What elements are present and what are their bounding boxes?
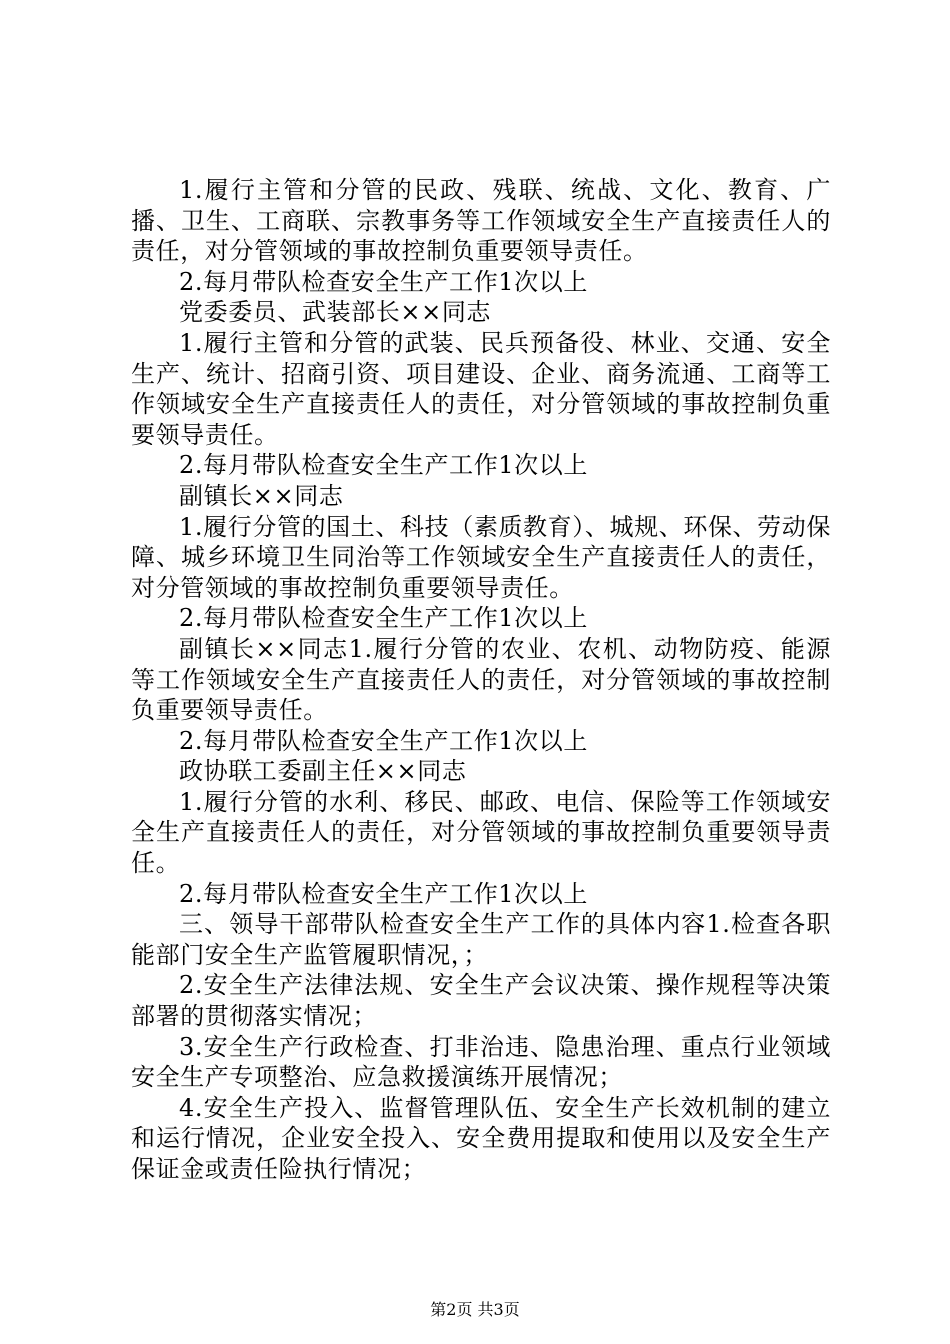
- paragraph-11: 三、领导干部带队检查安全生产工作的具体内容1.检查各职能部门安全生产监管履职情况，；: [131, 910, 831, 969]
- paragraph-2: 2.每月带队检查安全生产工作1次以上: [179, 267, 588, 296]
- paragraph-12: 2.安全生产法律法规、安全生产会议决策、操作规程等决策部署的贯彻落实情况；: [131, 971, 831, 1031]
- paragraph-13: 3.安全生产行政检查、打非治违、隐患治理、重点行业领域安全生产专项整治、应急救援演练开展情况；: [131, 1032, 831, 1092]
- paragraph-1: 1.履行主管和分管的民政、残联、统战、文化、教育、广播、卫生、工商联、宗教事务等工作领域安全生产直接责任人的责任，对分管领域的事故控制负重要领导责任。: [131, 176, 831, 266]
- paragraph-5: 1.履行分管的国土、科技（素质教育）、城规、环保、劳动保障、城乡环境卫生同治等工作领域安全生产直接责任人的责任，对分管领域的事故控制负重要领导责任。: [131, 512, 831, 602]
- document-body: [131, 175, 831, 1185]
- section-heading-3: 政协联工委副主任××同志: [179, 757, 467, 786]
- section-heading-1: 党委委员、武装部长××同志: [179, 298, 492, 327]
- paragraph-10: 2.每月带队检查安全生产工作1次以上: [179, 879, 588, 908]
- paragraph-7: 副镇长××同志1.履行分管的农业、农机、动物防疫、能源等工作领域安全生产直接责任人的责任，对分管领域的事故控制负重要领导责任。: [131, 634, 831, 725]
- paragraph-4: 2.每月带队检查安全生产工作1次以上: [179, 451, 588, 480]
- page-footer: [0, 1300, 950, 1320]
- paragraph-14: 4.安全生产投入、监督管理队伍、安全生产长效机制的建立和运行情况，企业安全投入、安全费用提取和使用以及安全生产保证金或责任险执行情况；: [131, 1093, 831, 1183]
- paragraph-3: 1.履行主管和分管的武装、民兵预备役、林业、交通、安全生产、统计、招商引资、项目建设、企业、商务流通、工商等工作领域安全生产直接责任人的责任，对分管领域的事故控制负重要领导责任。: [131, 328, 831, 449]
- paragraph-8: 2.每月带队检查安全生产工作1次以上: [179, 726, 588, 755]
- paragraph-6: 2.每月带队检查安全生产工作1次以上: [179, 604, 588, 633]
- section-heading-2: 副镇长××同志: [179, 481, 344, 510]
- page-number-label: 第2页 共3页: [430, 1300, 520, 1319]
- paragraph-9: 1.履行分管的水利、移民、邮政、电信、保险等工作领域安全生产直接责任人的责任，对分管领域的事故控制负重要领导责任。: [131, 787, 831, 878]
